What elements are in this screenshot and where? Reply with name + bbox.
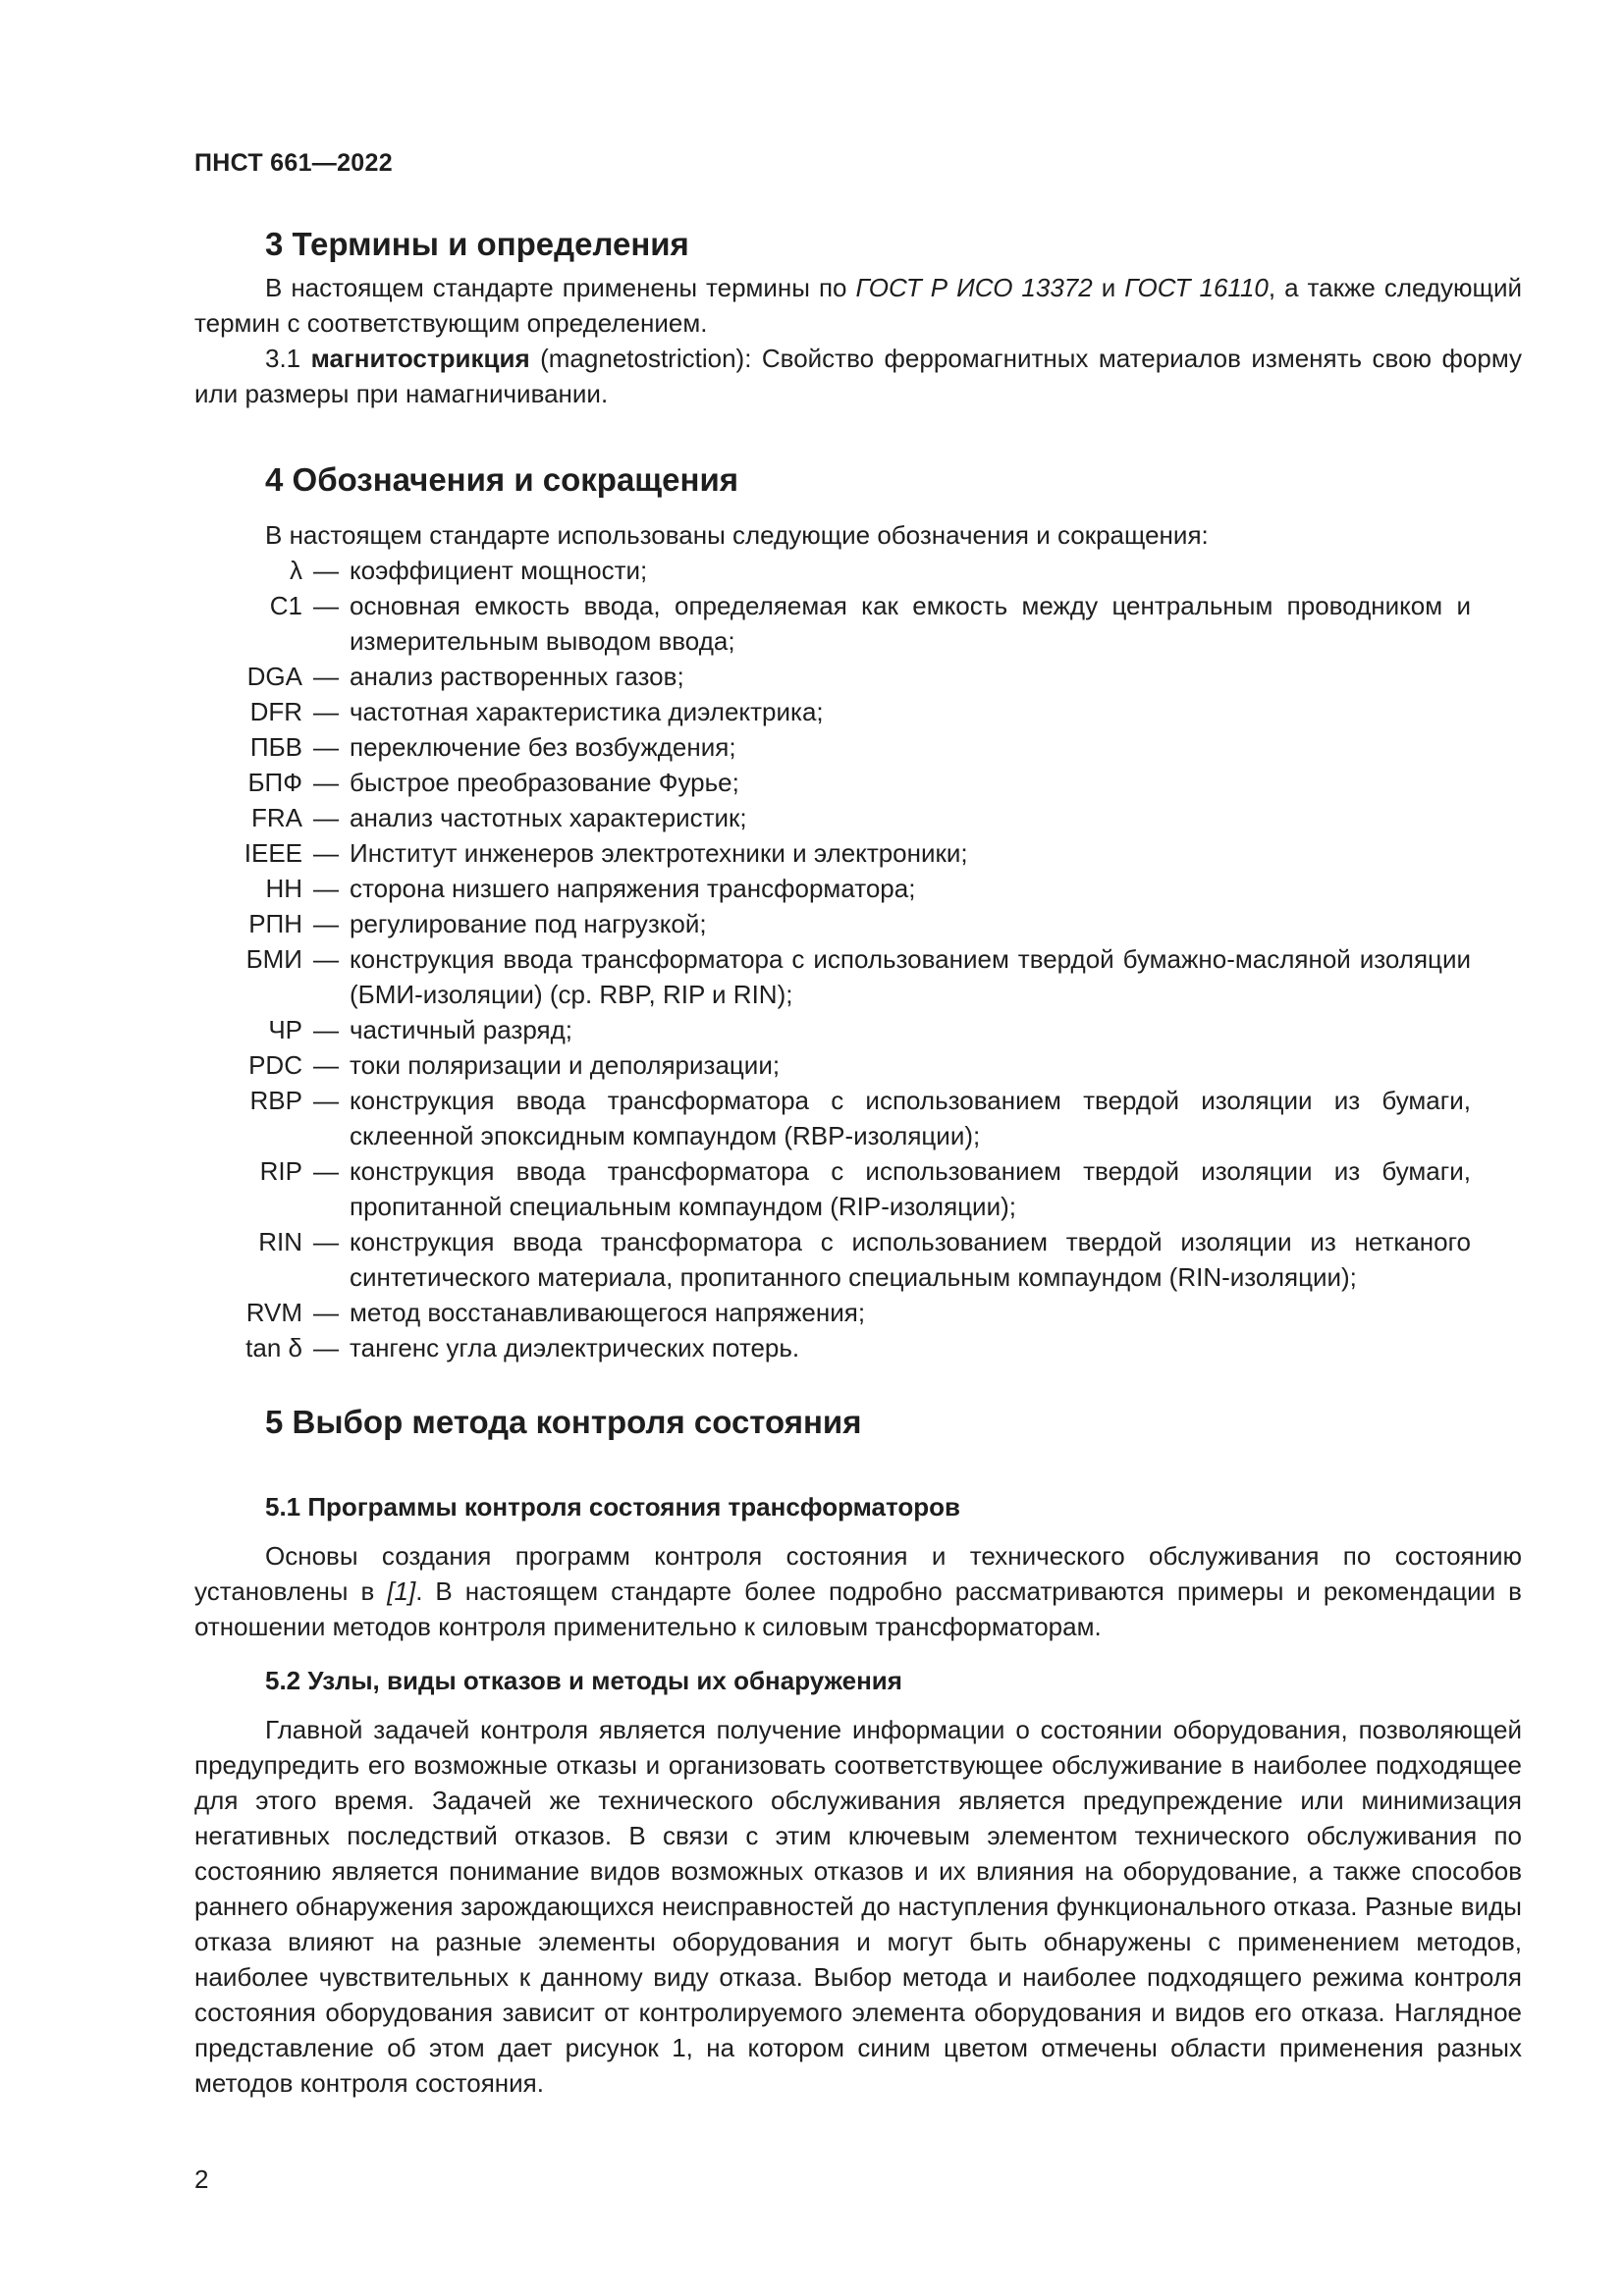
abbreviation-list xyxy=(194,553,1522,1365)
section-4-intro: В настоящем стандарте использованы следующие обозначения и сокращения: xyxy=(265,520,1209,550)
abbreviation-row xyxy=(194,729,1522,765)
abbreviation-dash: — xyxy=(313,1086,339,1115)
abbreviation-definition: переключение без возбуждения; xyxy=(350,732,736,762)
abbreviation-term: RIN xyxy=(258,1227,302,1256)
abbreviation-row xyxy=(194,1224,1522,1295)
section-5-2-title: 5.2 Узлы, виды отказов и методы их обнаружения xyxy=(265,1666,902,1695)
abbreviation-dash: — xyxy=(313,838,339,868)
abbreviation-term: ЧР xyxy=(268,1015,302,1044)
abbreviation-dash: — xyxy=(313,1050,339,1080)
abbreviation-row xyxy=(194,659,1522,694)
abbreviation-dash: — xyxy=(313,944,339,974)
abbreviation-term: РПН xyxy=(248,909,302,938)
abbreviation-term: БПФ xyxy=(247,768,302,797)
abbreviation-row xyxy=(194,835,1522,871)
abbreviation-dash: — xyxy=(313,556,339,585)
abbreviation-row xyxy=(194,906,1522,941)
s51-text-1: Основы создания программ контроля состояния и технического обслуживания по состоянию установлены в xyxy=(194,1541,1522,1606)
abbreviation-definition: конструкция ввода трансформатора с использованием твердой изоляции из бумаги, склеенной эпоксидным компаундом (RBP-изоляции); xyxy=(350,1086,1471,1150)
gost-16110-reference: ГОСТ 16110 xyxy=(1124,273,1269,302)
abbreviation-term: IEEE xyxy=(244,838,302,868)
abbreviation-definition: быстрое преобразование Фурье; xyxy=(350,768,739,797)
abbreviation-dash: — xyxy=(313,1333,339,1362)
abbreviation-row xyxy=(194,800,1522,835)
intro-text-2: и xyxy=(1092,273,1125,302)
abbreviation-definition: частотная характеристика диэлектрика; xyxy=(350,697,824,726)
term-number: 3.1 xyxy=(265,344,311,373)
abbreviation-dash: — xyxy=(313,732,339,762)
abbreviation-term: DGA xyxy=(246,662,302,691)
abbreviation-definition: тангенс угла диэлектрических потерь. xyxy=(350,1333,800,1362)
abbreviation-definition: регулирование под нагрузкой; xyxy=(350,909,707,938)
abbreviation-row xyxy=(194,765,1522,800)
abbreviation-dash: — xyxy=(313,1156,339,1186)
abbreviation-term: DFR xyxy=(249,697,302,726)
abbreviation-row xyxy=(194,1083,1522,1153)
abbreviation-row xyxy=(194,1330,1522,1365)
abbreviation-row xyxy=(194,1047,1522,1083)
abbreviation-row xyxy=(194,871,1522,906)
abbreviation-dash: — xyxy=(313,1227,339,1256)
abbreviation-definition: токи поляризации и деполяризации; xyxy=(350,1050,781,1080)
abbreviation-term: FRA xyxy=(251,803,302,832)
abbreviation-row xyxy=(194,694,1522,729)
abbreviation-term: ПБВ xyxy=(249,732,302,762)
s51-text-2: . В настоящем стандарте более подробно рассматриваются примеры и рекомендации в отношении методов контроля применительно к силовым трансформаторам. xyxy=(194,1576,1522,1641)
abbreviation-definition: конструкция ввода трансформатора с использованием твердой изоляции из бумаги, пропитанной специальным компаундом (RIP-изоляции); xyxy=(350,1156,1471,1221)
document-id-header: ПНСТ 661—2022 xyxy=(194,149,393,177)
abbreviation-definition: основная емкость ввода, определяемая как емкость между центральным проводником и измерительным выводом ввода; xyxy=(350,591,1471,656)
term-name: магнитострикция xyxy=(310,344,530,373)
term-3-1 xyxy=(194,341,1522,411)
abbreviation-dash: — xyxy=(313,1015,339,1044)
abbreviation-term: RIP xyxy=(259,1156,302,1186)
intro-text-1: В настоящем стандарте применены термины по xyxy=(265,273,856,302)
abbreviation-definition: конструкция ввода трансформатора с использованием твердой изоляции из нетканого синтетического материала, пропитанного специальным компаундом (RIN-изоляции); xyxy=(350,1227,1471,1292)
abbreviation-row xyxy=(194,1012,1522,1047)
abbreviation-term: БМИ xyxy=(245,944,302,974)
abbreviation-dash: — xyxy=(313,909,339,938)
abbreviation-row xyxy=(194,553,1522,588)
section-5-2-text: Главной задачей контроля является получение информации о состоянии оборудования, позволяющей предупредить его возможные отказы и организовать соответствующее обслуживание в наиболее подходящее для этого время. Задачей же технического обслуживания является предупреждение или минимизация негативных последствий отказов. В связи с этим ключевым элементом технического обслуживания по состоянию является понимание видов возможных отказов и их влияния на оборудование, а также способов раннего обнаружения зарождающихся неисправностей до наступления функционального отказа. Разные виды отказа влияют на разные элементы оборудования и могут быть обнаружены с применением методов, наиболее чувствительных к данному виду отказа. Выбор метода и наиболее подходящего режима контроля состояния оборудования зависит от контролируемого элемента оборудования и видов его отказа. Наглядное представление об этом дает рисунок 1, на котором синим цветом отмечены области применения разных методов контроля состояния. xyxy=(194,1715,1522,2098)
section-3-title: 3 Термины и определения xyxy=(265,226,689,262)
abbreviation-dash: — xyxy=(313,662,339,691)
abbreviation-dash: — xyxy=(313,591,339,620)
abbreviation-term: НН xyxy=(265,874,302,903)
gost-iso-13372-reference: ГОСТ Р ИСО 13372 xyxy=(855,273,1093,302)
abbreviation-row xyxy=(194,1153,1522,1224)
abbreviation-term: RVM xyxy=(245,1298,302,1327)
page-number: 2 xyxy=(194,2164,209,2194)
abbreviation-definition: метод восстанавливающегося напряжения; xyxy=(350,1298,866,1327)
abbreviation-term: C1 xyxy=(269,591,302,620)
abbreviation-definition: анализ частотных характеристик; xyxy=(350,803,747,832)
section-5-1-text xyxy=(194,1538,1522,1644)
abbreviation-term: λ xyxy=(290,556,302,585)
section-5-title: 5 Выбор метода контроля состояния xyxy=(265,1404,862,1440)
section-4-title: 4 Обозначения и сокращения xyxy=(265,461,738,498)
abbreviation-row xyxy=(194,1295,1522,1330)
abbreviation-row xyxy=(194,588,1522,659)
section-5-1-title: 5.1 Программы контроля состояния трансформаторов xyxy=(265,1492,960,1522)
abbreviation-term: tan δ xyxy=(245,1333,302,1362)
abbreviation-dash: — xyxy=(313,1298,339,1327)
abbreviation-definition: конструкция ввода трансформатора с использованием твердой бумажно-масляной изоляции (БМИ-изоляции) (ср. RBP, RIP и RIN); xyxy=(350,944,1471,1009)
intro-text-3: , а также следующий термин с соответствующим определением. xyxy=(194,273,1522,338)
section-3-intro xyxy=(194,270,1522,341)
abbreviation-definition: частичный разряд; xyxy=(350,1015,572,1044)
abbreviation-definition: Институт инженеров электротехники и электроники; xyxy=(350,838,968,868)
abbreviation-row xyxy=(194,941,1522,1012)
abbreviation-definition: коэффициент мощности; xyxy=(350,556,648,585)
abbreviation-term: RBP xyxy=(249,1086,302,1115)
abbreviation-term: PDC xyxy=(248,1050,302,1080)
abbreviation-dash: — xyxy=(313,874,339,903)
bibliography-reference-1: [1] xyxy=(387,1576,416,1606)
abbreviation-dash: — xyxy=(313,697,339,726)
term-definition: (magnetostriction): Свойство ферромагнитных материалов изменять свою форму или размеры при намагничивании. xyxy=(194,344,1522,408)
abbreviation-dash: — xyxy=(313,768,339,797)
abbreviation-definition: сторона низшего напряжения трансформатора; xyxy=(350,874,916,903)
abbreviation-dash: — xyxy=(313,803,339,832)
abbreviation-definition: анализ растворенных газов; xyxy=(350,662,684,691)
